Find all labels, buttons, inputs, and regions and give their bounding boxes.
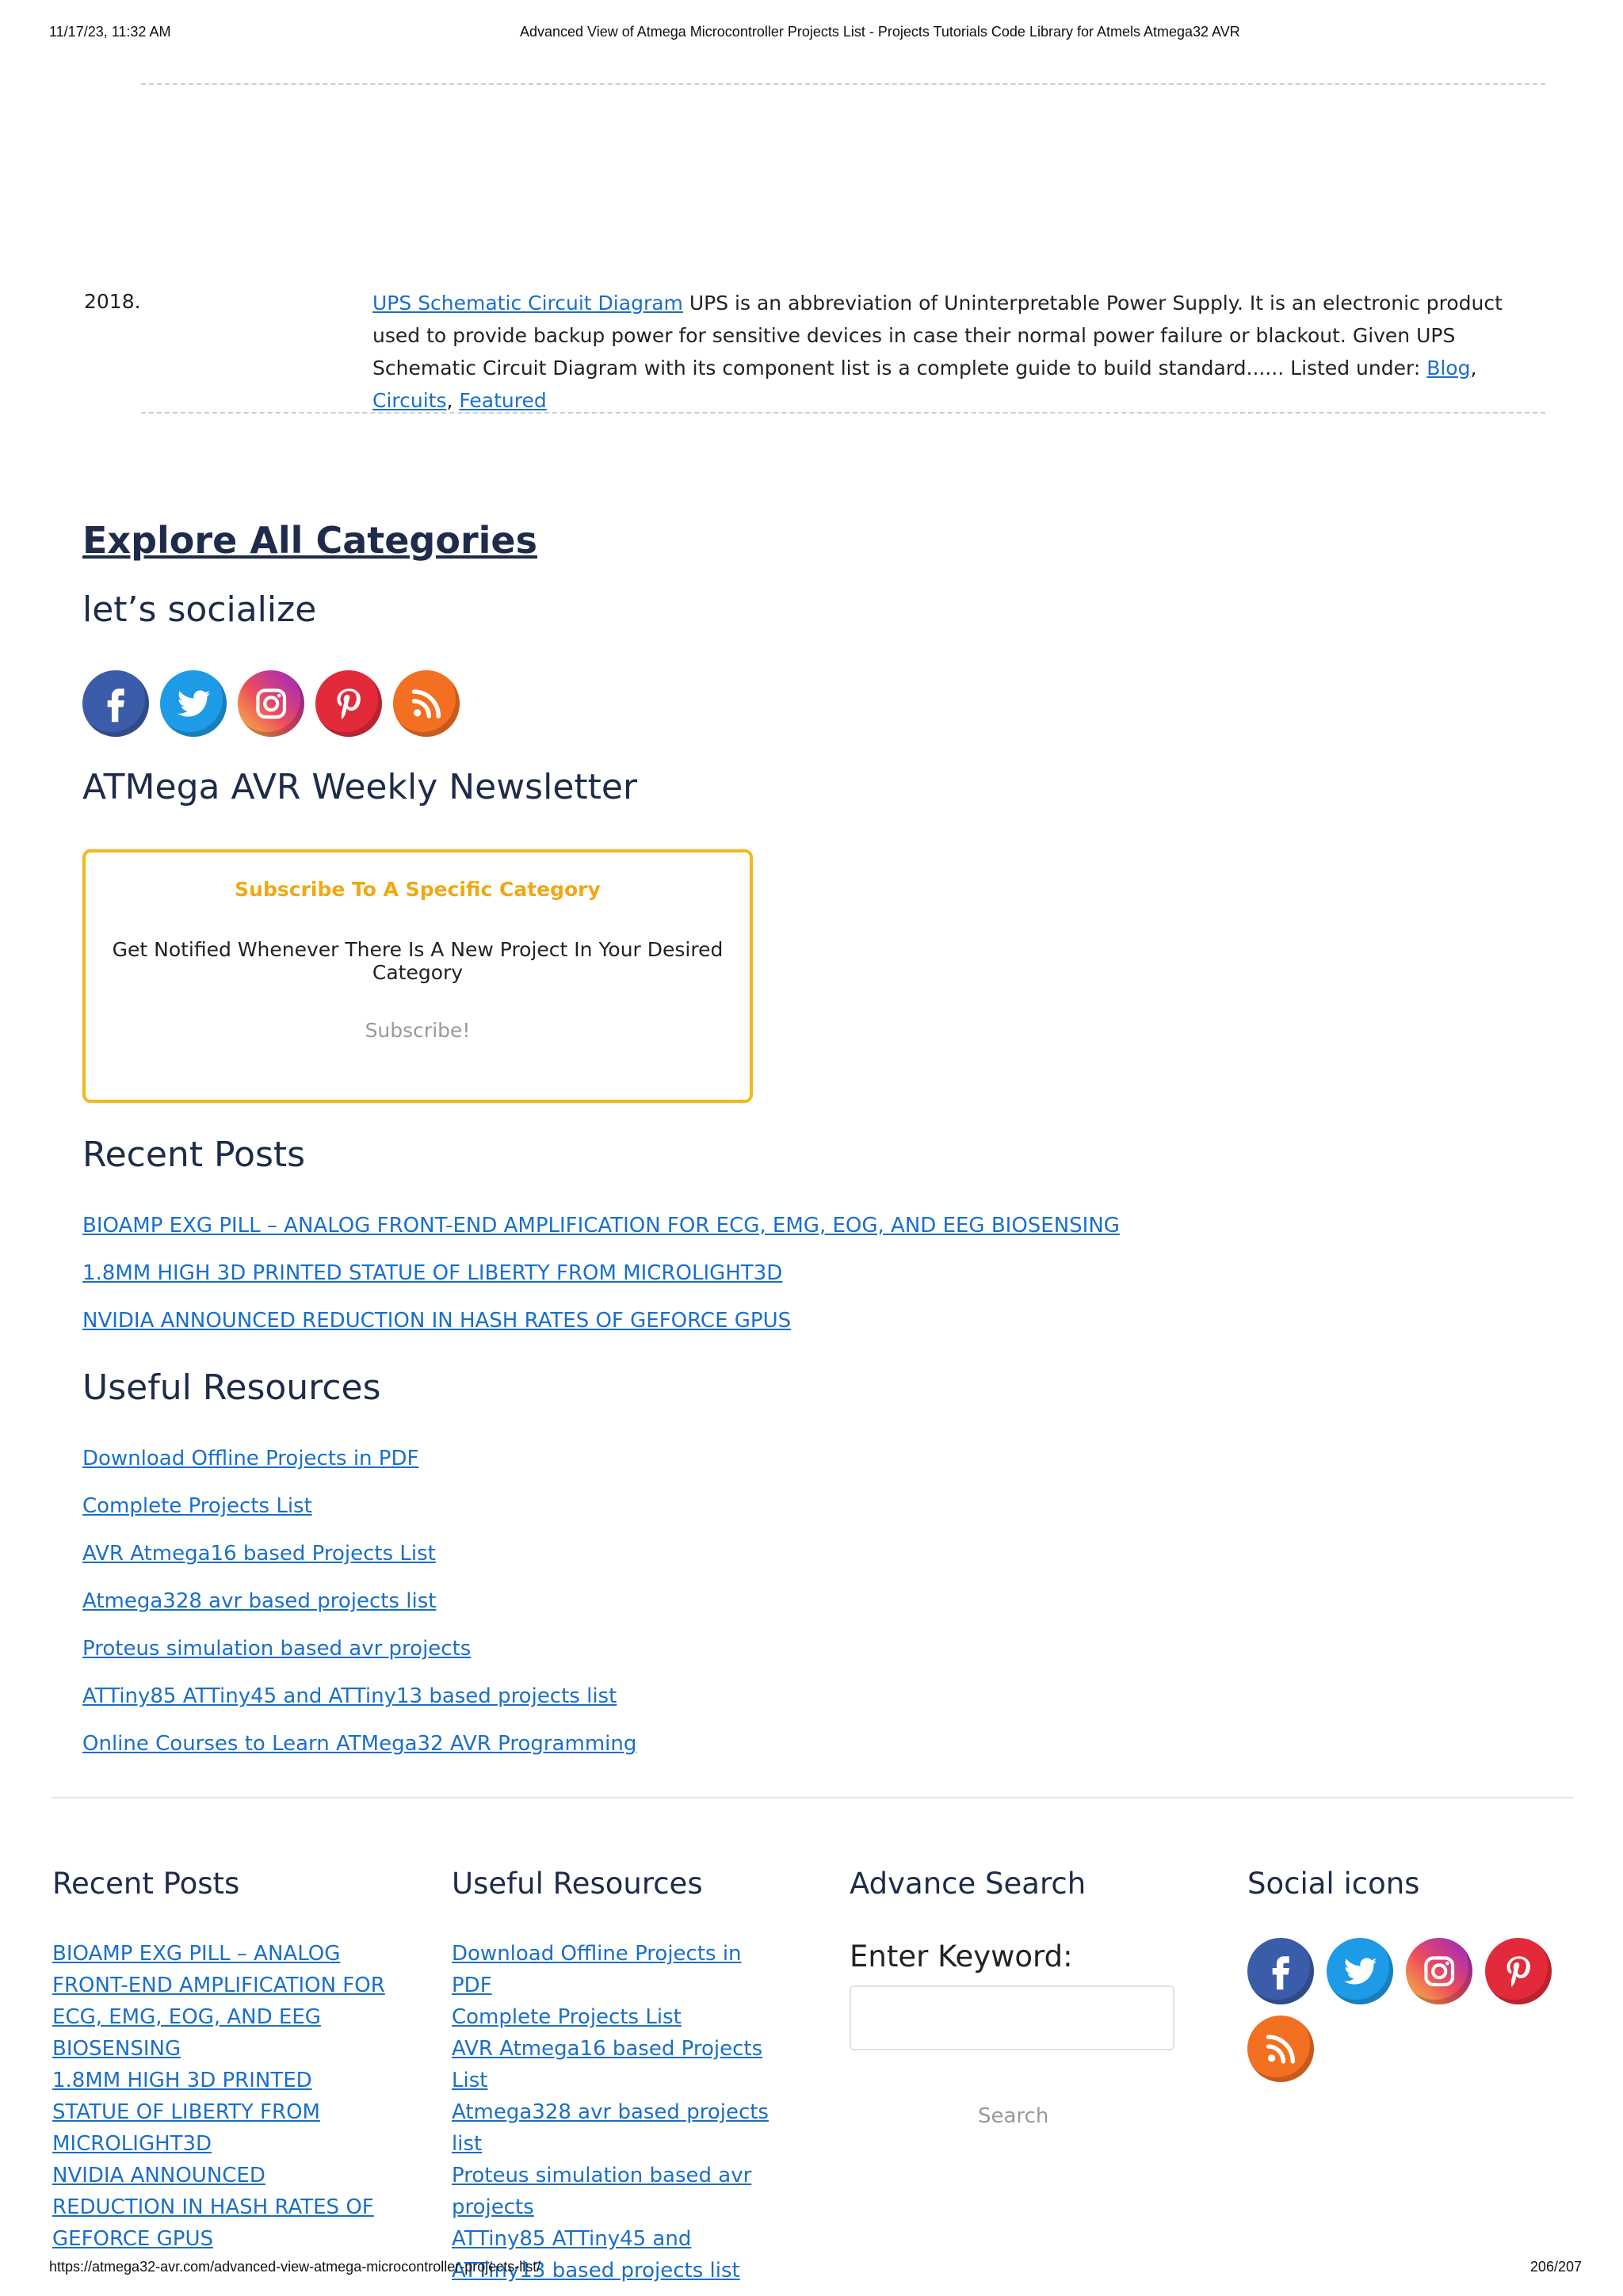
resource-link[interactable]: Download Offline Projects in PDF	[82, 1447, 419, 1470]
divider	[141, 83, 1545, 85]
print-page-number: 206/207	[1529, 2259, 1582, 2275]
explore-categories-heading	[82, 519, 537, 562]
keyword-label: Enter Keyword:	[850, 1939, 1073, 1974]
pinterest-icon[interactable]	[1485, 1938, 1552, 2004]
footer-recent-post-link[interactable]: 1.8MM HIGH 3D PRINTED STATUE OF LIBERTY FROM MICROLIGHT3D	[52, 2069, 320, 2156]
footer-resource-link[interactable]: Complete Projects List	[452, 2005, 682, 2029]
resource-link[interactable]: Proteus simulation based avr projects	[82, 1637, 472, 1661]
entry-title-link[interactable]: UPS Schematic Circuit Diagram	[372, 292, 683, 315]
footer-advance-search-heading: Advance Search	[850, 1867, 1086, 1901]
footer-social-icons-heading: Social icons	[1247, 1867, 1420, 1901]
facebook-icon[interactable]	[82, 670, 149, 737]
print-page-title: Advanced View of Atmega Microcontroller Projects List - Projects Tutorials Code Library for Atmels Atmega32 AVR	[520, 24, 1240, 40]
search-button[interactable]: Search	[978, 2104, 1049, 2128]
subscribe-description: Get Notified Whenever There Is A New Project In Your Desired Category	[112, 938, 724, 984]
facebook-icon[interactable]	[1247, 1938, 1314, 2004]
recent-posts-heading: Recent Posts	[82, 1135, 306, 1175]
divider	[141, 412, 1545, 414]
footer-resource-link[interactable]: ATTiny85 ATTiny45 and ATTiny13 based projects list	[452, 2227, 740, 2283]
twitter-icon[interactable]	[1327, 1938, 1393, 2004]
footer-useful-resources-list	[452, 1938, 785, 2286]
entry-body: UPS Schematic Circuit Diagram UPS is an abbreviation of Uninterpretable Power Supply. It is an electronic product used to provide backup power for sensitive devices in case their normal power failure or blackout. Given UPS Schematic Circuit Diagram with its component list is a complete guide to build standard...... Listed under: Blog, Circuits, Featured	[372, 292, 1503, 412]
social-icons-row	[82, 670, 460, 737]
resource-link[interactable]: ATTiny85 ATTiny45 and ATTiny13 based projects list	[82, 1684, 617, 1708]
instagram-icon[interactable]	[238, 670, 304, 737]
resource-link[interactable]: Online Courses to Learn ATMega32 AVR Programming	[82, 1732, 637, 1756]
recent-post-link[interactable]: NVIDIA ANNOUNCED REDUCTION IN HASH RATES OF GEFORCE GPUS	[82, 1309, 792, 1333]
print-datetime: 11/17/23, 11:32 AM	[49, 24, 171, 40]
instagram-icon[interactable]	[1406, 1938, 1472, 2004]
recent-posts-list	[82, 1214, 1120, 1356]
resource-link[interactable]: AVR Atmega16 based Projects List	[82, 1542, 436, 1566]
footer-resource-link[interactable]: AVR Atmega16 based Projects List	[452, 2037, 763, 2092]
keyword-input[interactable]	[850, 1985, 1174, 2050]
useful-resources-list	[82, 1447, 636, 1779]
recent-post-link[interactable]: BIOAMP EXG PILL – ANALOG FRONT-END AMPLIFICATION FOR ECG, EMG, EOG, AND EEG BIOSENSING	[82, 1214, 1120, 1238]
footer-resource-link[interactable]: Proteus simulation based avr projects	[452, 2164, 752, 2219]
footer-useful-resources-heading: Useful Resources	[452, 1867, 703, 1901]
footer-resource-link[interactable]: Atmega328 avr based projects list	[452, 2100, 769, 2156]
footer-social-icons	[1247, 1938, 1564, 2082]
category-link-featured[interactable]: Featured	[459, 389, 547, 412]
resource-link[interactable]: Complete Projects List	[82, 1494, 312, 1518]
print-url: https://atmega32-avr.com/advanced-view-atmega-microcontroller-projects-list/	[49, 2259, 541, 2275]
subscribe-title: Subscribe To A Specific Category	[235, 878, 601, 901]
entry-description: UPS is an abbreviation of Uninterpretable Power Supply. It is an electronic product used to provide backup power for sensitive devices in case their normal power failure or blackout. Given UPS Schematic Circuit Diagram with its component list is a complete guide to build standard...... Listed under:	[372, 292, 1503, 379]
subscribe-box	[82, 849, 753, 1103]
subscribe-button[interactable]: Subscribe!	[365, 1019, 471, 1042]
recent-post-link[interactable]: 1.8MM HIGH 3D PRINTED STATUE OF LIBERTY FROM MICROLIGHT3D	[82, 1261, 783, 1285]
entry-number: 2018.	[84, 290, 141, 313]
twitter-icon[interactable]	[160, 670, 227, 737]
footer-resource-link[interactable]: Download Offline Projects in PDF	[452, 1942, 742, 1997]
useful-resources-heading: Useful Resources	[82, 1367, 381, 1408]
pinterest-icon[interactable]	[315, 670, 382, 737]
footer-recent-post-link[interactable]: BIOAMP EXG PILL – ANALOG FRONT-END AMPLIFICATION FOR ECG, EMG, EOG, AND EEG BIOSENSING	[52, 1942, 385, 2061]
explore-categories-link[interactable]: Explore All Categories	[82, 519, 537, 562]
category-link-blog[interactable]: Blog	[1426, 357, 1471, 379]
resource-link[interactable]: Atmega328 avr based projects list	[82, 1589, 437, 1613]
category-link-circuits[interactable]: Circuits	[372, 389, 447, 412]
socialize-heading: let’s socialize	[82, 589, 317, 630]
rss-icon[interactable]	[393, 670, 460, 737]
newsletter-heading: ATMega AVR Weekly Newsletter	[82, 767, 638, 807]
footer-recent-posts-list	[52, 1938, 385, 2255]
rss-icon[interactable]	[1247, 2016, 1314, 2082]
footer-divider	[52, 1797, 1574, 1798]
footer-recent-posts-heading: Recent Posts	[52, 1867, 240, 1901]
footer-recent-post-link[interactable]: NVIDIA ANNOUNCED REDUCTION IN HASH RATES OF GEFORCE GPUS	[52, 2164, 374, 2251]
